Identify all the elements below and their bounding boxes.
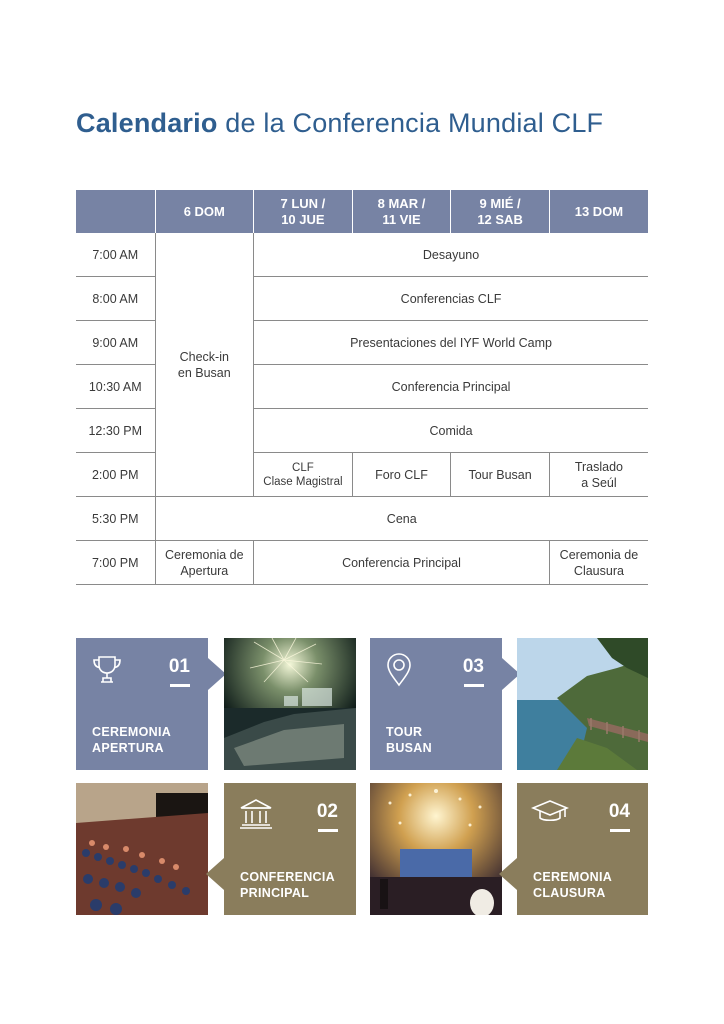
event-cell: Conferencias CLF [254,277,648,321]
coastal-cliff-photo [517,638,648,770]
header-cell-day: 8 MAR / 11 VIE [352,190,451,233]
time-cell: 5:30 PM [76,497,155,541]
event-cell: Conferencia Principal [254,365,648,409]
table-row [76,233,648,277]
header-cell-empty [76,190,155,233]
arrow-pointer [499,858,517,890]
card-number: 03 [462,656,484,677]
table-row [76,497,648,541]
fireworks-stadium-photo [224,638,356,770]
card-label: CEREMONIA APERTURA [92,725,172,755]
event-cell: Ceremonia de Apertura [155,541,254,585]
event-cell: Foro CLF [352,453,451,497]
event-cell: Conferencia Principal [254,541,550,585]
card-number-underline [464,684,484,687]
card-number-underline [610,829,630,832]
auditorium-audience-photo [76,783,208,915]
time-cell: 7:00 PM [76,541,155,585]
event-cell: Cena [155,497,648,541]
table-row [76,541,648,585]
map-pin-icon [384,652,414,693]
header-cell-day: 7 LUN / 10 JUE [254,190,353,233]
table-header-row [76,190,648,233]
trophy-icon [90,652,124,691]
card-ceremonia-apertura [76,638,208,770]
event-cell: CLF Clase Magistral [254,453,353,497]
event-cell: Tour Busan [451,453,550,497]
time-cell: 2:00 PM [76,453,155,497]
card-number-underline [170,684,190,687]
event-cell: Presentaciones del IYF World Camp [254,321,648,365]
schedule-table [76,190,648,585]
card-number-underline [318,829,338,832]
page-title: Calendario de la Conferencia Mundial CLF [76,108,604,138]
card-number: 02 [316,801,338,822]
header-cell-day: 6 DOM [155,190,254,233]
header-cell-day: 9 MIÉ / 12 SAB [451,190,550,233]
time-cell: 9:00 AM [76,321,155,365]
card-tour-busan [370,638,502,770]
event-cell: Ceremonia de Clausura [549,541,648,585]
time-cell: 10:30 AM [76,365,155,409]
card-label: TOUR BUSAN [386,725,432,755]
graduation-cap-icon [531,797,569,832]
card-label: CEREMONIA CLAUSURA [533,870,613,900]
stage-confetti-photo [370,783,502,915]
arrow-pointer [206,858,224,890]
event-cell: Traslado a Seúl [549,453,648,497]
card-number: 01 [168,656,190,677]
time-cell: 7:00 AM [76,233,155,277]
card-conferencia-principal [224,783,356,915]
building-icon [238,797,274,836]
time-cell: 8:00 AM [76,277,155,321]
event-cell: Comida [254,409,648,453]
time-cell: 12:30 PM [76,409,155,453]
event-cell: Desayuno [254,233,648,277]
card-label: CONFERENCIA PRINCIPAL [240,870,335,900]
header-cell-day: 13 DOM [549,190,648,233]
card-number: 04 [608,801,630,822]
card-ceremonia-clausura [517,783,648,915]
checkin-cell: Check-in en Busan [155,233,254,497]
